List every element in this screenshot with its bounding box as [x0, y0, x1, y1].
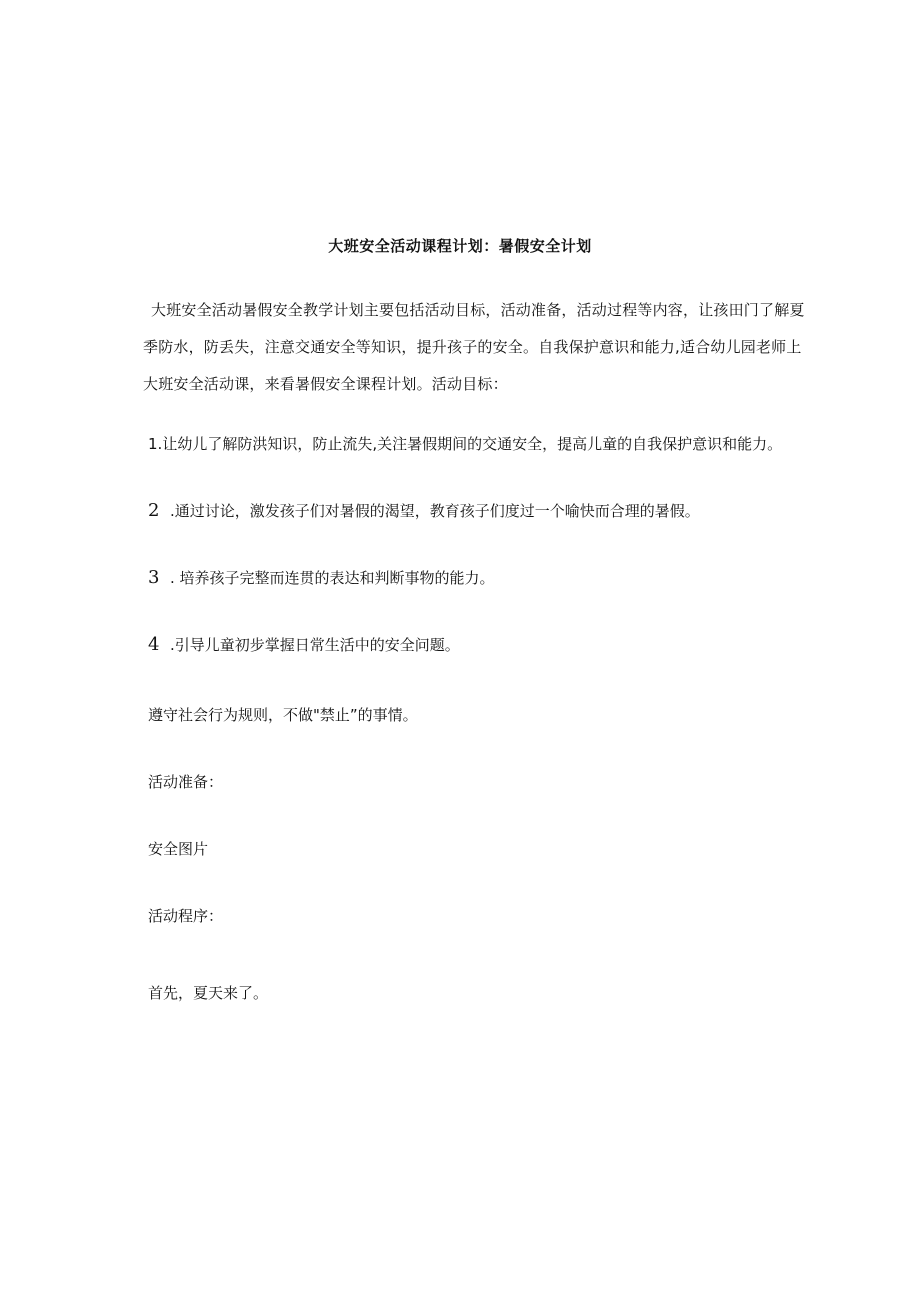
goal-text: .引导儿童初步掌握日常生活中的安全问题。	[170, 636, 460, 654]
goal-item-1	[148, 433, 782, 454]
goal-text: 让幼儿了解防洪知识，防止流失,关注暑假期间的交通安全，提高儿童的自我保护意识和能力。	[162, 435, 783, 453]
goal-text: . 培养孩子完整而连贯的表达和判断事物的能力。	[170, 569, 495, 587]
goal-number: 3	[148, 567, 160, 588]
preparation-item: 安全图片	[148, 840, 209, 858]
procedure-first-line: 首先，夏天来了。	[148, 984, 269, 1002]
goal-text: .通过讨论，激发孩子们对暑假的渴望，教育孩子们度过一个喻快而合理的暑假。	[170, 502, 700, 520]
goal-item-4	[148, 634, 460, 655]
document-title: 大班安全活动课程计划：暑假安全计划	[328, 237, 592, 255]
goal-number: 1.	[148, 435, 163, 453]
goal-item-2	[148, 500, 700, 521]
procedure-heading: 活动程序：	[148, 907, 224, 925]
goal-number: 4	[148, 634, 160, 655]
rule-line: 遵守社会行为规则，不做"禁止”的事情。	[148, 706, 418, 724]
goal-item-3	[148, 567, 495, 588]
goal-number: 2	[148, 500, 160, 521]
preparation-heading: 活动准备：	[148, 773, 224, 791]
intro-paragraph: 大班安全活动暑假安全教学计划主要包括活动目标，活动准备，活动过程等内容，让孩田门了解夏季防水，防丢失，注意交通安全等知识，提升孩子的安全。自我保护意识和能力,适合幼儿园老师上大班安全活动课，来看暑假安全课程计划。活动目标：	[143, 301, 805, 393]
